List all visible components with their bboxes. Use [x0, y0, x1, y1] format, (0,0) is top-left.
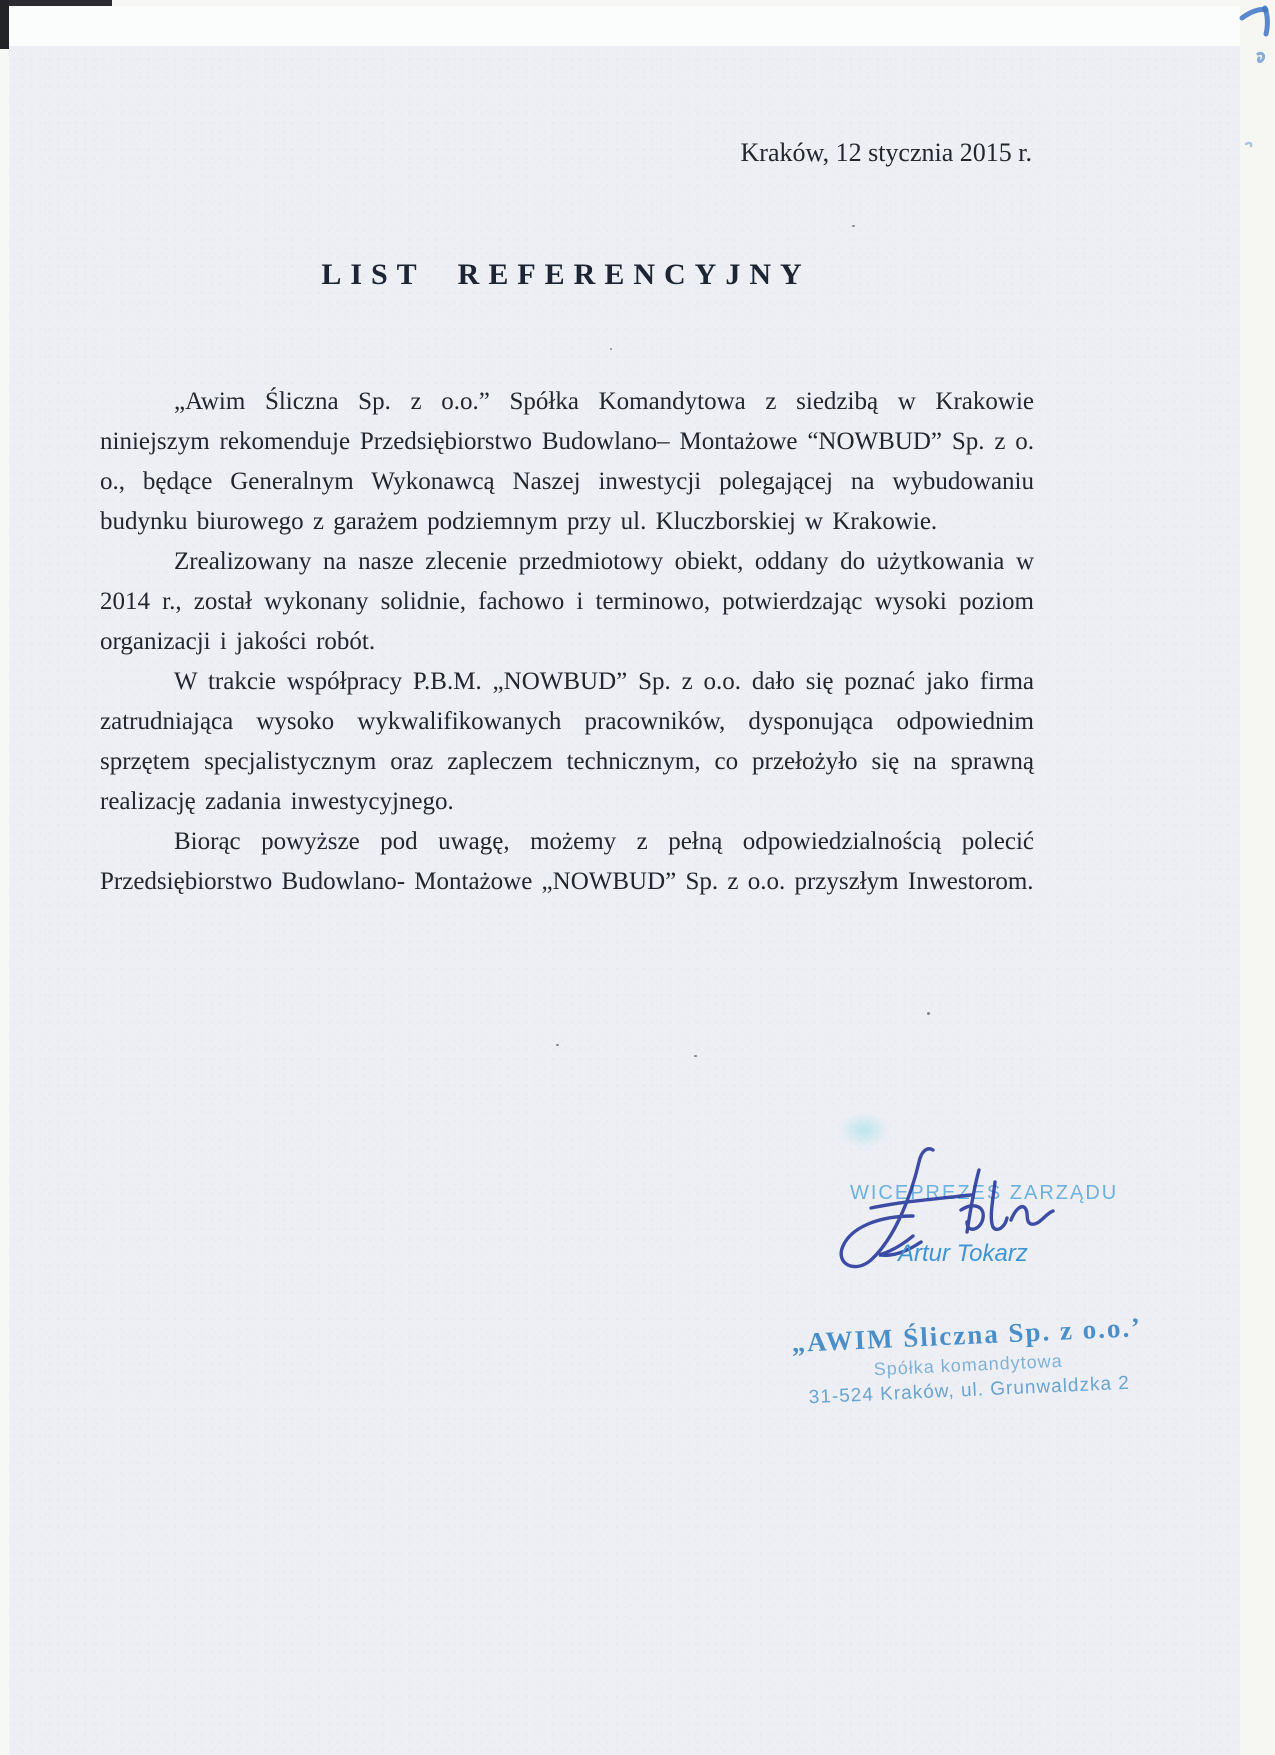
letter-title: LIST REFERENCYJNY: [321, 258, 811, 291]
paper-speck: [852, 225, 855, 227]
letter-paragraph: „Awim Śliczna Sp. z o.o.” Spółka Komandytowa z siedzibą w Krakowie niniejszym rekomenduje Przedsiębiorstwo Budowlano– Montażowe “NOWBUD” Sp. z o. o., będące Generalnym Wykonawcą Naszej inwestycji polegającej na wybudowaniu budynku biurowego z garażem podziemnym przy ul. Kluczborskiej w Krakowie.: [100, 388, 1034, 535]
role-stamp-text: WICEPREZES ZARZĄDU: [850, 1182, 1119, 1204]
company-stamp-address: 31-524 Kraków, ul. Grunwaldzka 2: [808, 1372, 1131, 1409]
paper-speck: [556, 1044, 559, 1046]
letter-paragraph: Biorąc powyższe pod uwagę, możemy z pełną odpowiedzialnością polecić Przedsiębiorstwo Budowlano- Montażowe „NOWBUD” Sp. z o.o. przyszłym Inwestorom.: [100, 828, 1034, 895]
pen-mark-ink: [1238, 2, 1275, 162]
signature-ink: [815, 1142, 1065, 1292]
letter-body: [100, 382, 1034, 902]
company-stamp-type: Spółka komandytowa: [873, 1350, 1064, 1380]
signature-block: [760, 1140, 1119, 1300]
paper-speck: [610, 348, 612, 350]
company-stamp-name: „AWIM Śliczna Sp. z o.o.’: [790, 1312, 1143, 1358]
paper-speck: [927, 1012, 930, 1015]
paper-speck: [694, 1055, 697, 1057]
signatory-name: Artur Tokarz: [898, 1240, 1028, 1267]
scan-edge-artifact-top: [0, 0, 112, 6]
date-line: Kraków, 12 stycznia 2015 r.: [740, 138, 1032, 167]
scan-top-margin: [9, 6, 1240, 46]
letter-paragraph: Zrealizowany na nasze zlecenie przedmiotowy obiekt, oddany do użytkowania w 2014 r., został wykonany solidnie, fachowo i terminowo, potwierdzając wysoki poziom organizacji i jakości robót.: [100, 548, 1034, 655]
scan-edge-artifact-left: [0, 0, 9, 49]
letter-paragraph: W trakcie współpracy P.B.M. „NOWBUD” Sp. z o.o. dało się poznać jako firma zatrudniająca wysoko wykwalifikowanych pracowników, dysponująca odpowiednim sprzętem specjalistycznym oraz zapleczem technicznym, co przełożyło się na sprawną realizację zadania inwestycyjnego.: [100, 668, 1034, 815]
scan-right-margin: [1240, 0, 1275, 1755]
